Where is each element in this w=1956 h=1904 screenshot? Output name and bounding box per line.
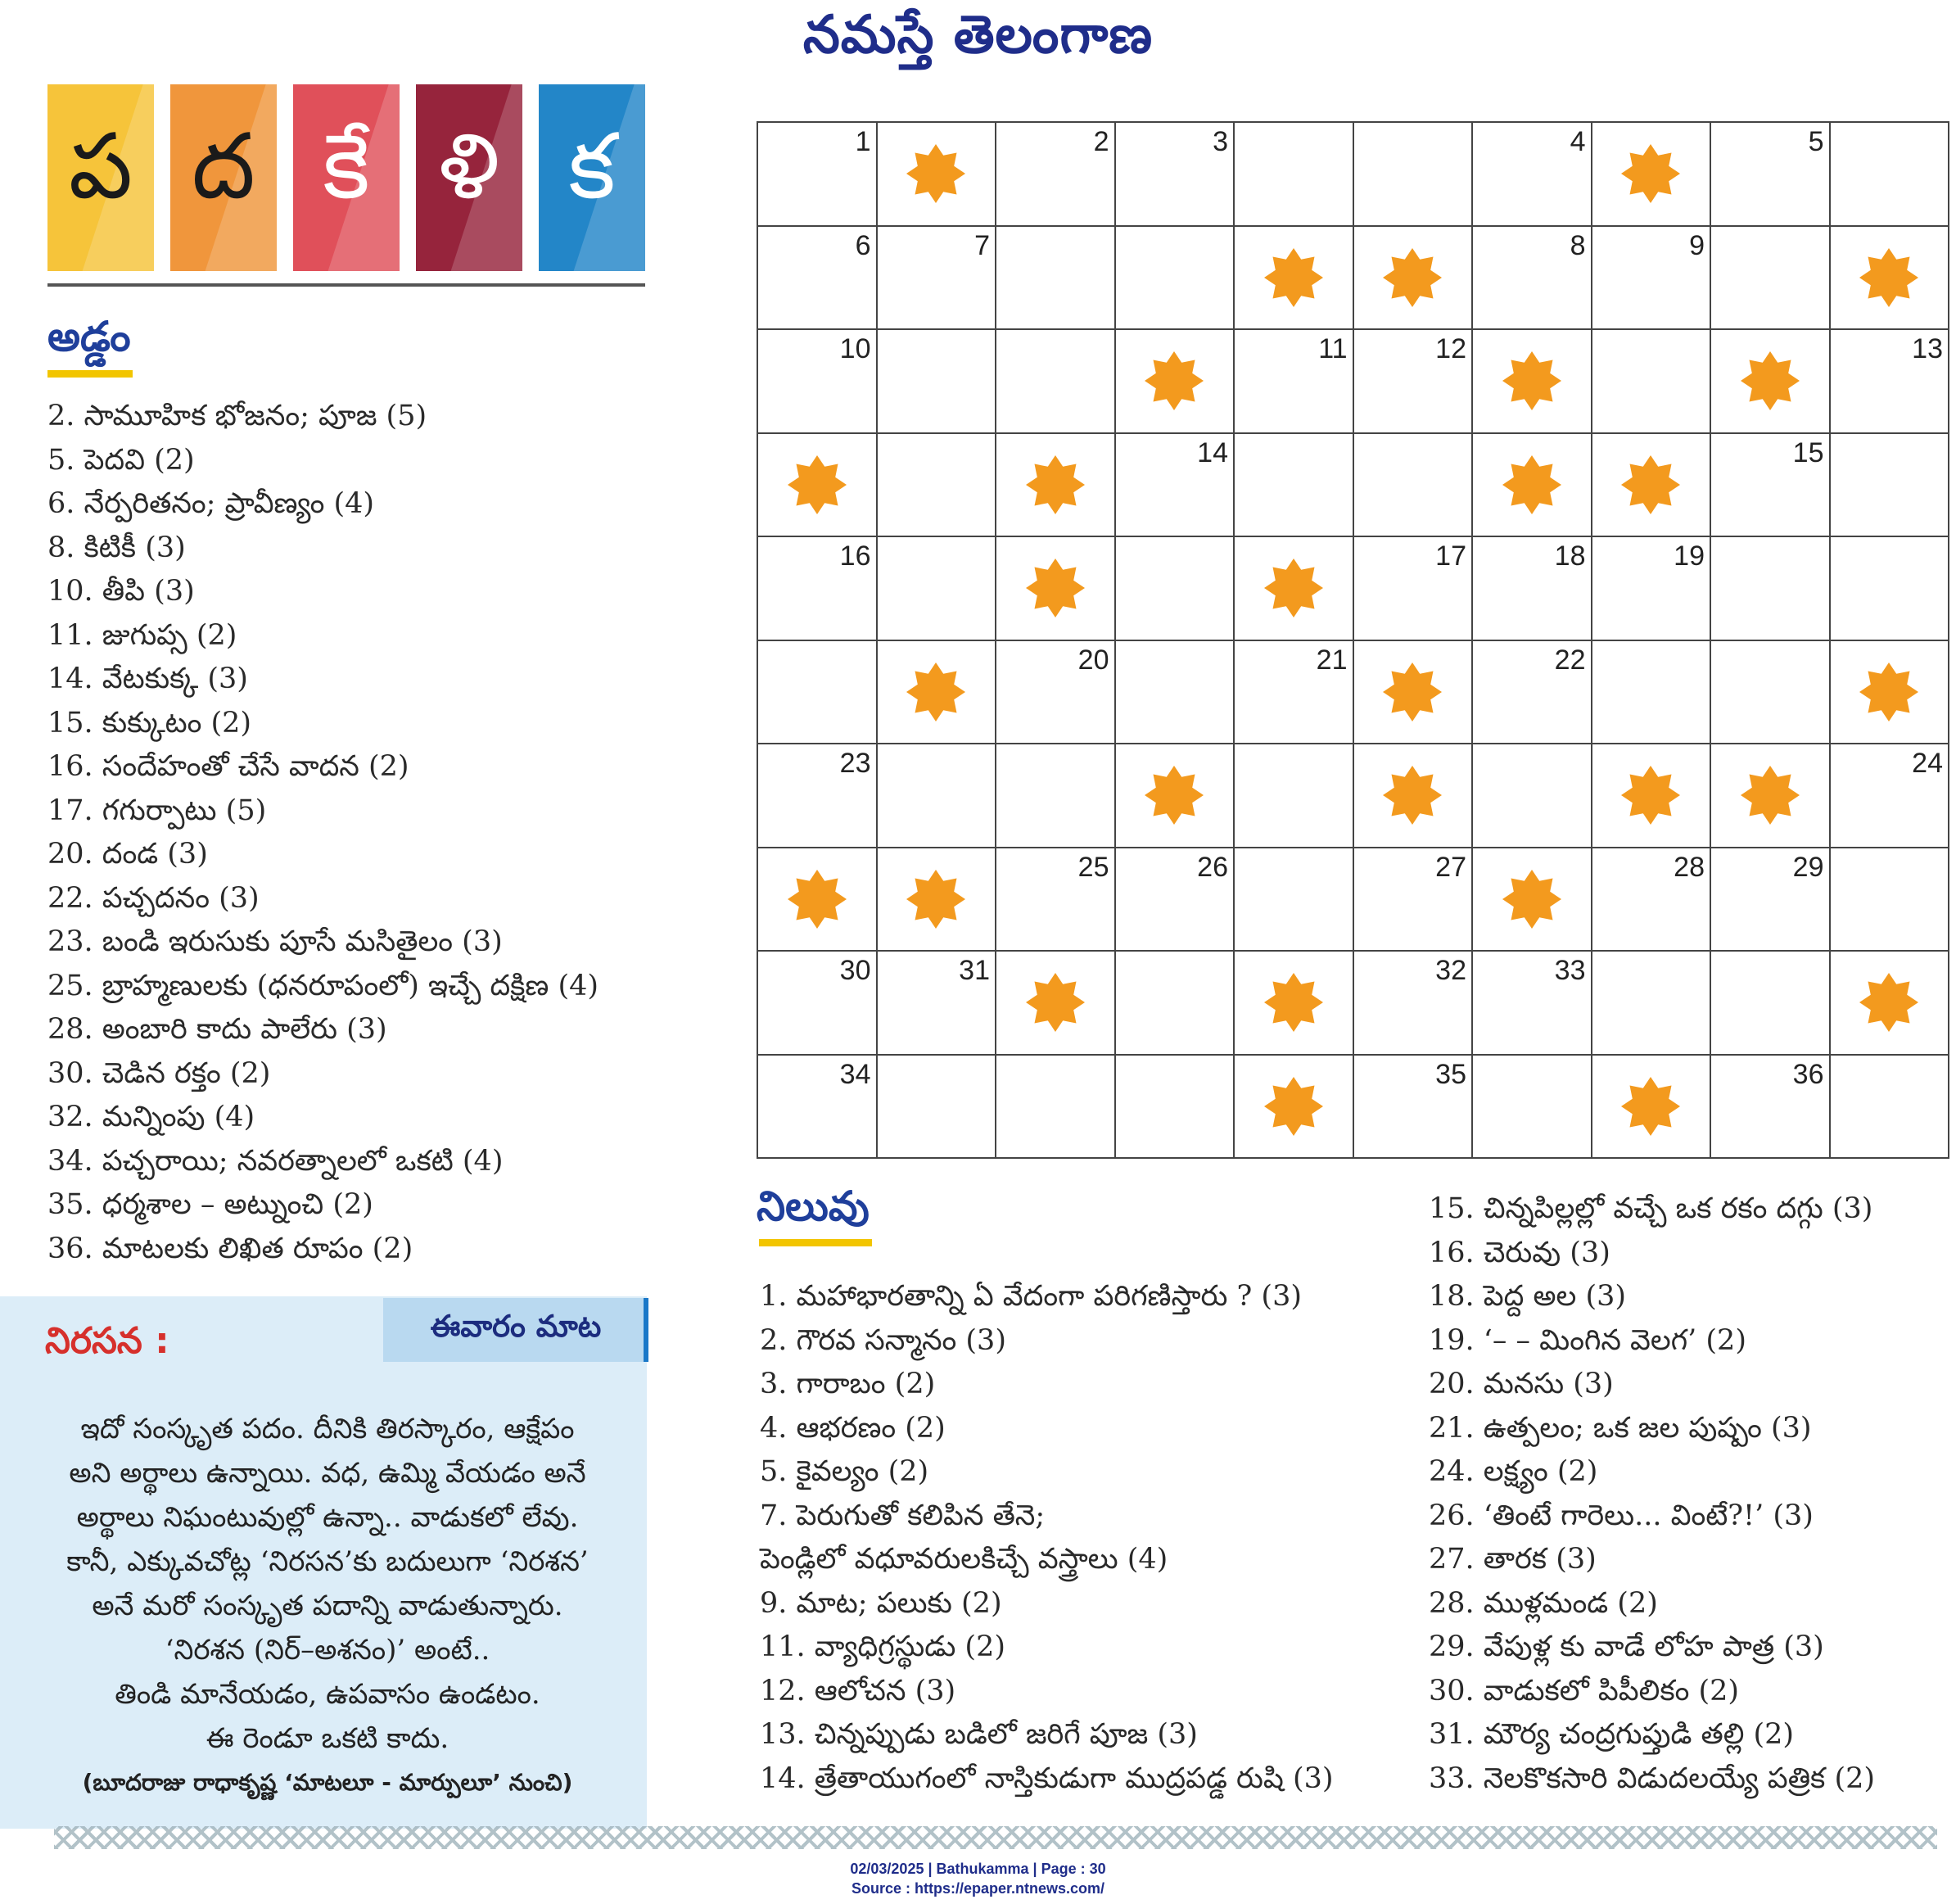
across-clue: 28. అంబారి కాదు పాలేరు (3) — [47, 1013, 387, 1046]
grid-cell[interactable] — [1831, 123, 1950, 227]
grid-cell[interactable] — [758, 744, 878, 848]
word-of-week-line: అని అర్థాలు ఉన్నాయి. వధ, ఉమ్మి వేయడం అనే — [69, 1457, 586, 1490]
clue-number: 36 — [1792, 1058, 1824, 1090]
clue-number: 18 — [1554, 540, 1586, 572]
grid-cell-blocked — [996, 434, 1116, 538]
grid-cell-blocked — [1116, 744, 1235, 848]
across-clue: 6. నేర్పరితనం; ప్రావీణ్యం (4) — [47, 487, 375, 520]
star-icon — [1382, 662, 1443, 722]
clue-number: 14 — [1197, 436, 1228, 468]
clue-number: 22 — [1554, 644, 1586, 676]
down-clue: 9. మాట; పలుకు (2) — [760, 1586, 1002, 1620]
clue-number: 35 — [1435, 1058, 1466, 1090]
grid-cell[interactable] — [1354, 848, 1474, 952]
grid-cell[interactable] — [1711, 1056, 1831, 1160]
grid-cell[interactable] — [1116, 848, 1235, 952]
clue-number: 8 — [1570, 229, 1586, 261]
across-clue: 30. చెడిన రక్తం (2) — [47, 1056, 271, 1090]
clue-number: 28 — [1674, 851, 1705, 883]
logo-tile: కే — [293, 84, 400, 271]
across-heading-underline — [47, 370, 133, 378]
across-clue: 35. ధర్మశాల – అట్నుంచి (2) — [47, 1188, 373, 1221]
grid-cell[interactable] — [878, 537, 997, 641]
grid-cell-blocked — [1831, 227, 1950, 331]
word-of-week-line: ‘నిరశన (నిర్‌–అశనం)’ అంటే.. — [165, 1634, 490, 1667]
grid-cell[interactable] — [1354, 952, 1474, 1056]
grid-cell[interactable] — [996, 848, 1116, 952]
grid-cell[interactable] — [1473, 744, 1592, 848]
star-icon — [1859, 972, 1919, 1033]
across-clue: 11. జుగుప్స (2) — [47, 618, 237, 652]
grid-cell-blocked — [878, 123, 997, 227]
grid-cell[interactable] — [1831, 330, 1950, 434]
clue-number: 2 — [1093, 126, 1109, 157]
down-clue: 14. త్రేతాయుగంలో నాస్తికుడుగా ముద్రపడ్డ రుషి (3) — [760, 1762, 1334, 1795]
down-clue: 16. చెరువు (3) — [1429, 1236, 1610, 1269]
word-of-week-line: తిండి మానేయడం, ఉపవాసం ఉండటం. — [115, 1678, 540, 1711]
logo-tile: క — [539, 84, 645, 271]
grid-cell[interactable] — [1711, 537, 1831, 641]
clue-number: 11 — [1318, 333, 1348, 364]
across-clue-list — [47, 395, 599, 1271]
star-icon — [1263, 972, 1324, 1033]
grid-cell-blocked — [758, 434, 878, 538]
word-of-week-title: నిరసన : — [45, 1320, 169, 1362]
across-clue: 14. వేటకుక్క (3) — [47, 663, 248, 695]
clue-number: 20 — [1077, 644, 1109, 676]
across-clue: 25. బ్రాహ్మణులకు (ధనరూపంలో) ఇచ్చే దక్షిణ (4) — [47, 969, 599, 1002]
padakeli-logo — [47, 84, 645, 281]
down-clue: 24. లక్ష్యం (2) — [1429, 1455, 1598, 1488]
down-clue: 7. పెరుగుతో కలిపిన తేనె; — [760, 1499, 1046, 1532]
grid-cell[interactable] — [1235, 744, 1354, 848]
across-heading: అడ్డం — [47, 313, 131, 360]
grid-cell[interactable] — [1711, 848, 1831, 952]
across-clue: 10. తీపి (3) — [47, 575, 195, 608]
grid-cell[interactable] — [878, 227, 997, 331]
across-clue: 36. మాటలకు లిఖిత రూపం (2) — [47, 1232, 413, 1265]
logo-tile: ళి — [416, 84, 522, 271]
star-icon — [1620, 1076, 1681, 1137]
grid-cell[interactable] — [1116, 123, 1235, 227]
clue-number: 26 — [1197, 851, 1228, 883]
grid-cell[interactable] — [1592, 227, 1712, 331]
grid-cell-blocked — [1711, 330, 1831, 434]
grid-cell[interactable] — [996, 227, 1116, 331]
clue-number: 3 — [1213, 126, 1228, 157]
grid-cell[interactable] — [1473, 952, 1592, 1056]
grid-cell-blocked — [1473, 330, 1592, 434]
grid-cell[interactable] — [878, 744, 997, 848]
clue-number: 16 — [839, 540, 871, 572]
star-icon — [1263, 1076, 1324, 1137]
grid-cell[interactable] — [1711, 434, 1831, 538]
word-of-week-label: ఈవారం మాట — [430, 1309, 602, 1344]
word-of-week-line: అర్థాలు నిఘంటువుల్లో ఉన్నా.. వాడుకలో లేవు. — [76, 1501, 579, 1534]
down-clue-list-1 — [760, 1275, 1334, 1801]
star-icon — [1859, 662, 1919, 722]
clue-number: 15 — [1792, 436, 1824, 468]
grid-cell[interactable] — [878, 434, 997, 538]
grid-cell[interactable] — [758, 330, 878, 434]
star-icon — [1144, 350, 1204, 411]
clue-number: 10 — [839, 333, 871, 364]
grid-cell-blocked — [1235, 227, 1354, 331]
clue-number: 13 — [1912, 333, 1943, 364]
clue-number: 12 — [1435, 333, 1466, 364]
grid-cell[interactable] — [1711, 227, 1831, 331]
grid-cell[interactable] — [1711, 123, 1831, 227]
grid-cell[interactable] — [1473, 227, 1592, 331]
grid-cell[interactable] — [1473, 537, 1592, 641]
clue-number: 4 — [1570, 126, 1586, 157]
grid-cell-blocked — [878, 848, 997, 952]
across-clue: 16. సందేహంతో చేసే వాదన (2) — [47, 750, 409, 783]
down-clue: 4. ఆభరణం (2) — [760, 1411, 946, 1445]
grid-cell-blocked — [1354, 744, 1474, 848]
grid-cell-blocked — [1711, 744, 1831, 848]
grid-cell[interactable] — [1592, 330, 1712, 434]
word-of-week-credit: (బూదరాజు రాధాకృష్ణ ‘మాటలూ - మార్పులూ’ నుంచి) — [82, 1769, 573, 1796]
clue-number: 5 — [1808, 126, 1824, 157]
logo-tile: ప — [47, 84, 154, 271]
grid-cell[interactable] — [758, 123, 878, 227]
star-icon — [1502, 455, 1562, 515]
across-clue: 22. పచ్చదనం (3) — [47, 881, 260, 915]
star-icon — [1025, 455, 1086, 515]
grid-cell[interactable] — [996, 744, 1116, 848]
grid-cell-blocked — [758, 848, 878, 952]
footer-date-line: 02/03/2025 | Bathukamma | Page : 30 — [850, 1861, 1106, 1877]
grid-cell-blocked — [1473, 434, 1592, 538]
grid-cell[interactable] — [758, 227, 878, 331]
across-clue: 32. మన్నింపు (4) — [47, 1101, 255, 1133]
clue-number: 23 — [839, 748, 871, 779]
grid-cell[interactable] — [1473, 123, 1592, 227]
word-of-week-line: అనే మరో సంస్కృత పదాన్ని వాడుతున్నారు. — [92, 1590, 563, 1622]
grid-cell[interactable] — [1354, 537, 1474, 641]
down-clue: 1. మహాభారతాన్ని ఏ వేదంగా పరిగణిస్తారు ? (3) — [760, 1280, 1302, 1313]
grid-cell[interactable] — [878, 1056, 997, 1160]
logo-divider — [47, 283, 645, 287]
grid-cell[interactable] — [1711, 952, 1831, 1056]
grid-cell-blocked — [1831, 641, 1950, 745]
grid-cell[interactable] — [1592, 641, 1712, 745]
grid-cell[interactable] — [996, 123, 1116, 227]
star-icon — [1740, 350, 1800, 411]
grid-cell-blocked — [1235, 537, 1354, 641]
clue-number: 21 — [1316, 644, 1348, 676]
star-icon — [787, 455, 847, 515]
grid-cell[interactable] — [1235, 123, 1354, 227]
star-icon — [1502, 869, 1562, 929]
down-clue: 5. కైవల్యం (2) — [760, 1455, 929, 1488]
clue-number: 6 — [855, 229, 871, 261]
clue-number: 29 — [1792, 851, 1824, 883]
grid-cell[interactable] — [996, 330, 1116, 434]
crossword-grid[interactable] — [757, 121, 1949, 1159]
star-icon — [1502, 350, 1562, 411]
grid-cell[interactable] — [1831, 537, 1950, 641]
grid-cell-blocked — [1592, 123, 1712, 227]
star-icon — [1620, 143, 1681, 204]
grid-cell[interactable] — [1235, 330, 1354, 434]
grid-cell[interactable] — [1831, 744, 1950, 848]
word-of-week-line: ఈ రెండూ ఒకటి కాదు. — [206, 1722, 449, 1755]
star-icon — [1263, 558, 1324, 618]
grid-cell[interactable] — [1592, 848, 1712, 952]
grid-cell[interactable] — [758, 641, 878, 745]
star-icon — [906, 143, 966, 204]
grid-cell[interactable] — [1592, 537, 1712, 641]
masthead-title: నమస్తే తెలంగాణ — [802, 4, 1154, 66]
star-icon — [1740, 765, 1800, 825]
grid-cell[interactable] — [1831, 1056, 1950, 1160]
clue-number: 7 — [974, 229, 990, 261]
across-clue: 15. కుక్కుటం (2) — [47, 706, 252, 739]
star-icon — [1859, 247, 1919, 308]
star-icon — [1144, 765, 1204, 825]
footer-source-line: Source : https://epaper.ntnews.com/ — [851, 1880, 1105, 1897]
across-clue: 23. బండి ఇరుసుకు పూసే మసితైలం (3) — [47, 925, 503, 958]
grid-cell-blocked — [1592, 1056, 1712, 1160]
down-clue: 33. నెలకొకసారి విడుదలయ్యే పత్రిక (2) — [1429, 1762, 1876, 1795]
down-clue: 21. ఉత్పలం; ఒక జల పుష్పం (3) — [1429, 1411, 1812, 1445]
grid-cell-blocked — [1592, 434, 1712, 538]
grid-cell[interactable] — [1473, 641, 1592, 745]
clue-number: 24 — [1912, 748, 1943, 779]
down-heading-underline — [759, 1239, 872, 1246]
down-clue: 19. ‘– – మింగిన వెలగ’ (2) — [1429, 1323, 1746, 1357]
grid-cell[interactable] — [1116, 434, 1235, 538]
grid-cell[interactable] — [996, 641, 1116, 745]
decorative-divider — [54, 1826, 1937, 1849]
grid-cell[interactable] — [1831, 434, 1950, 538]
grid-cell[interactable] — [1235, 848, 1354, 952]
grid-cell[interactable] — [1354, 123, 1474, 227]
grid-cell-blocked — [1116, 330, 1235, 434]
down-clue: 15. చిన్నపిల్లల్లో వచ్చే ఒక రకం దగ్గు (3) — [1429, 1192, 1873, 1225]
down-clue: 12. ఆలోచన (3) — [760, 1674, 956, 1707]
down-clue: 13. చిన్నప్పుడు బడిలో జరిగే పూజ (3) — [760, 1718, 1198, 1751]
grid-cell-blocked — [1235, 1056, 1354, 1160]
down-clue: 3. గారాబం (2) — [760, 1368, 936, 1400]
clue-number: 17 — [1435, 540, 1466, 572]
star-icon — [1382, 247, 1443, 308]
grid-cell[interactable] — [1235, 641, 1354, 745]
grid-cell[interactable] — [1116, 227, 1235, 331]
grid-cell-blocked — [996, 952, 1116, 1056]
down-clue: 28. ముళ్లమండ (2) — [1429, 1586, 1658, 1620]
grid-cell[interactable] — [878, 330, 997, 434]
across-clue: 20. దండ (3) — [47, 838, 208, 871]
clue-number: 34 — [839, 1058, 871, 1090]
star-icon — [1382, 765, 1443, 825]
down-clue: 18. పెద్ద అల (3) — [1429, 1280, 1627, 1313]
word-of-week-line: కానీ, ఎక్కువచోట్ల ‘నిరసన’కు బదులుగా ‘నిరశన’ — [66, 1545, 589, 1578]
grid-cell[interactable] — [1116, 641, 1235, 745]
clue-number: 27 — [1435, 851, 1466, 883]
grid-cell[interactable] — [1116, 1056, 1235, 1160]
down-clue: 20. మనసు (3) — [1429, 1368, 1614, 1400]
grid-cell-blocked — [1354, 641, 1474, 745]
clue-number: 32 — [1435, 955, 1466, 986]
grid-cell-blocked — [1473, 848, 1592, 952]
grid-cell-blocked — [878, 641, 997, 745]
star-icon — [906, 869, 966, 929]
clue-number: 30 — [839, 955, 871, 986]
down-clue: 27. తారక (3) — [1429, 1543, 1597, 1576]
star-icon — [1620, 765, 1681, 825]
word-of-week-body — [16, 1407, 639, 1761]
across-clue: 2. సామూహిక భోజనం; పూజ (5) — [47, 400, 427, 432]
grid-cell[interactable] — [878, 952, 997, 1056]
grid-cell[interactable] — [1116, 537, 1235, 641]
down-clue: 26. ‘తింటే గారెలు... వింటే?!’ (3) — [1429, 1499, 1814, 1532]
down-clue: 30. వాడుకలో పిపీలికం (2) — [1429, 1674, 1740, 1707]
clue-number: 19 — [1674, 540, 1705, 572]
grid-cell-blocked — [1831, 952, 1950, 1056]
down-heading: నిలువు — [757, 1183, 870, 1230]
down-clue: 31. మౌర్య చంద్రగుప్తుడి తల్లి (2) — [1429, 1718, 1795, 1751]
grid-cell[interactable] — [1354, 434, 1474, 538]
star-icon — [1620, 455, 1681, 515]
across-clue: 8. కిటికీ (3) — [47, 531, 186, 564]
star-icon — [1263, 247, 1324, 308]
across-clue: 5. పెదవి (2) — [47, 443, 195, 477]
star-icon — [787, 869, 847, 929]
grid-cell[interactable] — [1473, 1056, 1592, 1160]
clue-number: 25 — [1077, 851, 1109, 883]
grid-cell[interactable] — [1354, 1056, 1474, 1160]
clue-number: 33 — [1554, 955, 1586, 986]
grid-cell-blocked — [996, 537, 1116, 641]
grid-cell-blocked — [1235, 952, 1354, 1056]
grid-cell[interactable] — [758, 952, 878, 1056]
star-icon — [1025, 558, 1086, 618]
logo-tile: ద — [170, 84, 277, 271]
grid-cell[interactable] — [1831, 848, 1950, 952]
grid-cell-blocked — [1592, 744, 1712, 848]
grid-cell[interactable] — [996, 1056, 1116, 1160]
down-clue-list-2 — [1429, 1187, 1875, 1801]
grid-cell[interactable] — [1711, 641, 1831, 745]
across-clue: 34. పచ్చరాయి; నవరత్నాలలో ఒకటి (4) — [47, 1144, 504, 1178]
clue-number: 31 — [959, 955, 990, 986]
grid-cell[interactable] — [758, 537, 878, 641]
grid-cell[interactable] — [758, 1056, 878, 1160]
across-clue: 17. గగుర్పాటు (5) — [47, 794, 267, 827]
grid-cell[interactable] — [1116, 952, 1235, 1056]
grid-cell[interactable] — [1354, 330, 1474, 434]
grid-cell-blocked — [1354, 227, 1474, 331]
star-icon — [1025, 972, 1086, 1033]
down-clue: 29. వేపుళ్ల కు వాడే లోహ పాత్ర (3) — [1429, 1630, 1824, 1663]
clue-number: 1 — [855, 126, 871, 157]
star-icon — [906, 662, 966, 722]
grid-cell[interactable] — [1592, 952, 1712, 1056]
down-clue: 2. గౌరవ సన్మానం (3) — [760, 1323, 1006, 1357]
clue-number: 9 — [1689, 229, 1705, 261]
down-clue: పెండ్లిలో వధూవరులకిచ్చే వస్త్రాలు (4) — [760, 1543, 1168, 1576]
grid-cell[interactable] — [1235, 434, 1354, 538]
word-of-week-line: ఇదో సంస్కృత పదం. దీనికి తిరస్కారం, ఆక్షేపం — [80, 1413, 575, 1445]
down-clue: 11. వ్యాధిగ్రస్థుడు (2) — [760, 1630, 1006, 1663]
